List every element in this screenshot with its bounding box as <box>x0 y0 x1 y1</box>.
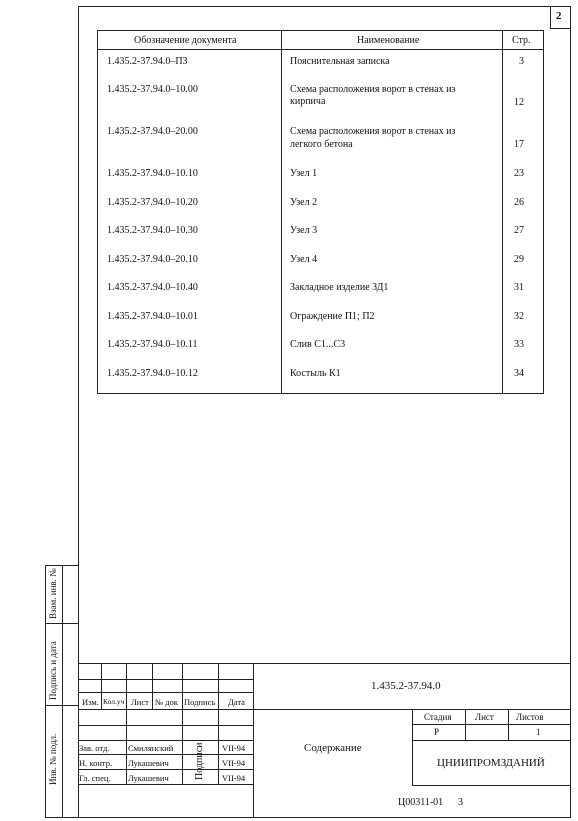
row-designation: 1.435.2-37.94.0–20.10 <box>107 254 198 265</box>
row-name: Узел 3 <box>290 225 318 236</box>
row-designation: 1.435.2-37.94.0–10.12 <box>107 368 198 379</box>
stage-header: Стадия <box>424 712 452 722</box>
row-page: 29 <box>514 254 524 265</box>
row-page: 33 <box>514 339 524 350</box>
tb-col-1 <box>101 663 102 709</box>
name-2: Лукашевич <box>128 758 169 768</box>
row-name: Закладное изделие ЗД1 <box>290 282 389 293</box>
header-name: Наименование <box>357 35 420 46</box>
col-list: Лист <box>131 697 149 707</box>
row-designation: 1.435.2-37.94.0–20.00 <box>107 126 198 137</box>
frame-left <box>78 6 79 818</box>
footer-code: Ц00311-01 <box>398 797 444 808</box>
row-name: Узел 1 <box>290 168 318 179</box>
side-stamp-inner <box>62 565 63 818</box>
row-designation: 1.435.2-37.94.0–10.20 <box>107 197 198 208</box>
role-2: Н. контр. <box>79 758 113 768</box>
frame-right <box>570 6 571 818</box>
tb-stage-row2 <box>412 740 571 741</box>
row-page: 27 <box>514 225 524 236</box>
sheet-box-bottom <box>550 28 571 29</box>
role-3: Гл. спец. <box>79 773 111 783</box>
table-border-right <box>543 30 544 394</box>
row-page: 26 <box>514 197 524 208</box>
row-designation: 1.435.2-37.94.0–10.00 <box>107 84 198 95</box>
role-1: Зав. отд. <box>79 743 110 753</box>
tb-col-5 <box>218 663 219 785</box>
footer-page: 3 <box>458 797 463 808</box>
tb-col-6 <box>253 663 254 818</box>
row-designation: 1.435.2-37.94.0–10.10 <box>107 168 198 179</box>
row-page: 3 <box>519 56 524 67</box>
row-page: 12 <box>514 97 524 108</box>
tb-stage-col2 <box>508 709 509 741</box>
side-stamp-vzam: Взам. инв. № <box>48 568 58 619</box>
side-stamp-outer <box>45 565 46 818</box>
table-border-left <box>97 30 98 394</box>
tb-col-4 <box>182 663 183 785</box>
tb-row-l6 <box>78 754 253 755</box>
tb-row-l8 <box>78 784 253 785</box>
tb-row-l7 <box>78 769 253 770</box>
frame-bottom <box>45 817 571 818</box>
row-designation: 1.435.2-37.94.0–ПЗ <box>107 56 188 67</box>
row-name-line2: легкого бетона <box>290 139 353 150</box>
side-stamp-inv: Инв. № подл. <box>48 733 58 785</box>
table-border-top <box>97 30 544 31</box>
header-page: Стр. <box>512 35 531 46</box>
tb-row-mid <box>78 709 571 710</box>
row-page: 23 <box>514 168 524 179</box>
tb-stage-row1 <box>412 724 571 725</box>
sheet-number: 2 <box>556 10 562 22</box>
row-name: Узел 4 <box>290 254 318 265</box>
tb-stage-col1 <box>465 709 466 741</box>
date-1: VII-94 <box>222 743 246 753</box>
tb-col-2 <box>126 663 127 785</box>
name-1: Смилянский <box>128 743 174 753</box>
tb-row-l2 <box>78 692 253 693</box>
name-3: Лукашевич <box>128 773 169 783</box>
col-kol: Кол.уч <box>103 697 125 706</box>
listov-header: Листов <box>516 712 544 722</box>
side-stamp-podpis: Подпись и дата <box>48 641 58 700</box>
table-col-divider-1 <box>281 30 282 394</box>
row-name: Слив С1...С3 <box>290 339 346 350</box>
header-designation: Обозначение документа <box>134 35 237 46</box>
sheet-box-left <box>550 6 551 28</box>
row-page: 31 <box>514 282 524 293</box>
doc-title: Содержание <box>304 742 362 754</box>
listov-value: 1 <box>536 727 541 737</box>
tb-row-l4 <box>78 725 253 726</box>
podpisi-vertical: Подписи <box>194 742 205 780</box>
row-designation: 1.435.2-37.94.0–10.30 <box>107 225 198 236</box>
table-col-divider-2 <box>502 30 503 394</box>
side-stamp-div2 <box>45 705 79 706</box>
row-page: 32 <box>514 311 524 322</box>
tb-row-l1 <box>78 679 253 680</box>
col-podpis: Подпись <box>184 697 216 707</box>
row-name: Ограждение П1; П2 <box>290 311 375 322</box>
row-designation: 1.435.2-37.94.0–10.01 <box>107 311 198 322</box>
stage-value: Р <box>434 727 440 737</box>
row-name: Узел 2 <box>290 197 318 208</box>
list-header: Лист <box>475 712 494 722</box>
org-name: ЦНИИПРОМЗДАНИЙ <box>437 757 545 769</box>
col-data: Дата <box>228 697 245 707</box>
date-2: VII-94 <box>222 758 246 768</box>
row-name: Схема расположения ворот в стенах из <box>290 84 456 95</box>
side-stamp-div1 <box>45 623 79 624</box>
tb-col-3 <box>152 663 153 709</box>
col-izm: Изм. <box>82 697 99 707</box>
frame-top <box>78 6 571 7</box>
row-name-line2: кирпича <box>290 96 326 107</box>
tb-right-col <box>412 709 413 786</box>
table-border-bottom <box>97 393 544 394</box>
table-header-bottom <box>97 49 544 50</box>
row-designation: 1.435.2-37.94.0–10.40 <box>107 282 198 293</box>
row-page: 34 <box>514 368 524 379</box>
doc-code: 1.435.2-37.94.0 <box>371 680 441 692</box>
row-page: 17 <box>514 139 524 150</box>
date-3: VII-94 <box>222 773 246 783</box>
row-name: Схема расположения ворот в стенах из <box>290 126 456 137</box>
tb-row-l5 <box>78 740 253 741</box>
tb-org-bottom <box>412 785 571 786</box>
col-ndok: № док <box>155 697 178 707</box>
row-designation: 1.435.2-37.94.0–10.11 <box>107 339 198 350</box>
row-name: Костыль К1 <box>290 368 341 379</box>
row-name: Пояснительная записка <box>290 56 390 67</box>
